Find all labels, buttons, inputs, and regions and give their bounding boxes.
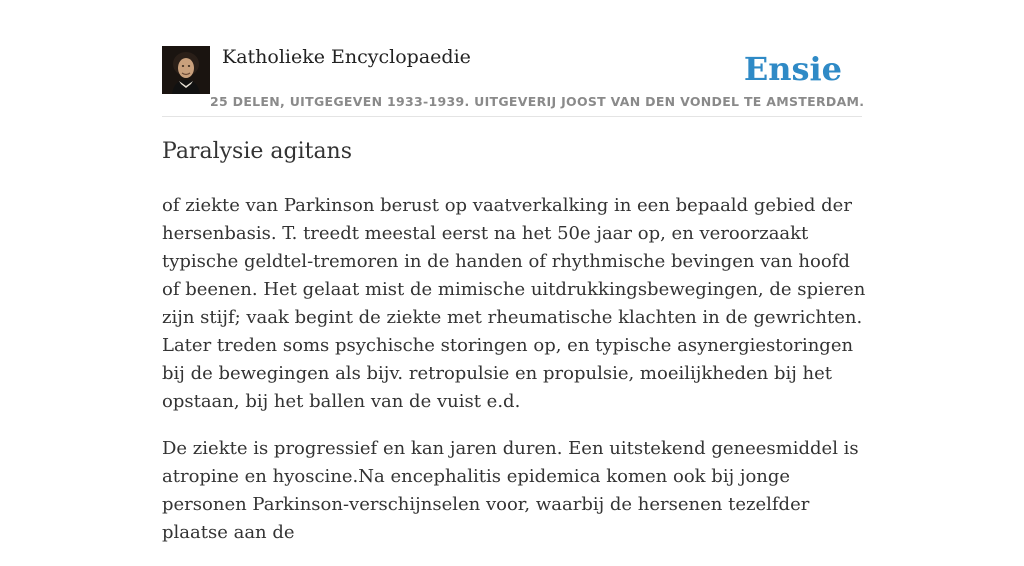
portrait-avatar-icon[interactable] [162,46,210,94]
site-title[interactable]: Katholieke Encyclopaedie [222,46,471,68]
site-subtitle: 25 DELEN, UITGEGEVEN 1933-1939. UITGEVERIJ JOOST VAN DEN VONDEL TE AMSTERDAM. [210,94,865,109]
article-body [162,192,867,566]
header [162,44,865,117]
article-title: Paralysie agitans [162,139,353,164]
article-paragraph: De ziekte is progressief en kan jaren duren. Een uitstekend geneesmiddel is atropine en hyoscine.Na encephalitis epidemica komen ook bij jonge personen Parkinson-verschijnselen voor, waarbij de hersenen tezelfder plaatse aan de [162,438,859,543]
article-paragraph: of ziekte van Parkinson berust op vaatverkalking in een bepaald gebied der hersenbasis. T. treedt meestal eerst na het 50e jaar op, en veroorzaakt typische geldtel-tremoren in de handen of rhythmische bevingen van hoofd of beenen. Het gelaat mist de mimische uitdrukkingsbewegingen, de spieren zijn stijf; vaak begint de ziekte met rheumatische klachten in de gewrichten. Later treden soms psychische storingen op, en typische asynergiestoringen bij de bewegingen als bijv. retropulsie en propulsie, moeilijkheden bij het opstaan, bij het ballen van de vuist e.d. [162,195,866,412]
brand-logo-link[interactable]: Ensie [743,50,842,88]
